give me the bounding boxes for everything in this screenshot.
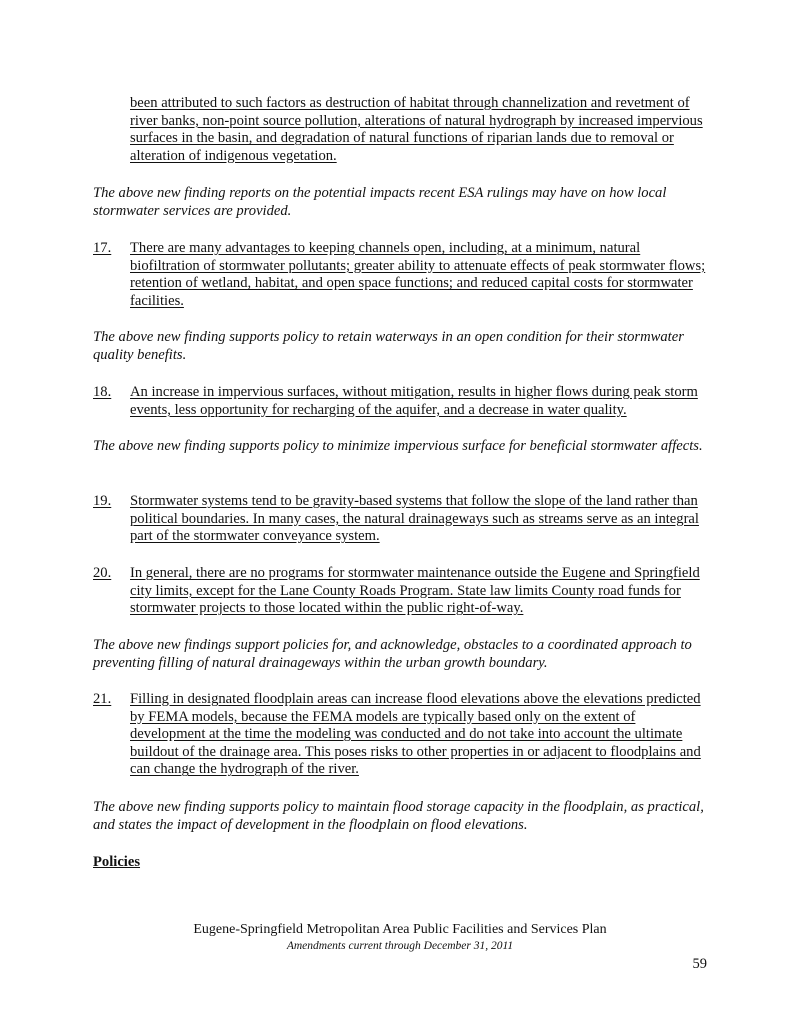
finding-text: In general, there are no programs for stormwater maintenance outside the Eugene and Springfield city limits, except for the Lane County Roads Program. State law limits County road funds for stormwater projects to those located within the public right-of-way. bbox=[130, 565, 700, 617]
finding-number: 18. bbox=[93, 384, 112, 400]
finding-21 bbox=[93, 691, 713, 779]
finding-number: 21. bbox=[93, 691, 112, 707]
finding-text: Filling in designated floodplain areas can increase flood elevations above the elevations predicted by FEMA models, because the FEMA models are typically based only on the extent of development at the time the modeling was conducted and do not take into account the ultimate buildout of the drainage area. This poses risks to other properties in or adjacent to floodplains and can change the hydrograph of the river. bbox=[130, 691, 701, 778]
note-impervious-surface: The above new finding supports policy to minimize impervious surface for beneficial stormwater affects. bbox=[93, 438, 703, 454]
finding-text: Stormwater systems tend to be gravity-based systems that follow the slope of the land rather than political boundaries. In many cases, the natural drainageways such as streams serve as an integral part of the stormwater conveyance system. bbox=[130, 493, 699, 545]
finding-17 bbox=[93, 240, 713, 310]
finding-number: 20. bbox=[93, 565, 112, 581]
section-heading-policies: Policies bbox=[93, 854, 141, 870]
finding-continuation: been attributed to such factors as destruction of habitat through channelization and revetment of river banks, non-point source pollution, alterations of natural hydrograph by increased impervious surfaces in the basin, and degradation of natural functions of riparian lands due to removal or alteration of indigenous vegetation. bbox=[130, 95, 703, 164]
finding-18 bbox=[93, 384, 713, 419]
finding-text: An increase in impervious surfaces, without mitigation, results in higher flows during peak storm events, less opportunity for recharging of the aquifer, and a decrease in water quality. bbox=[130, 384, 698, 418]
finding-19 bbox=[93, 493, 713, 546]
footer-title: Eugene-Springfield Metropolitan Area Public Facilities and Services Plan bbox=[193, 922, 607, 937]
page-number: 59 bbox=[692, 956, 707, 972]
footer-subtitle: Amendments current through December 31, 2011 bbox=[286, 940, 514, 952]
note-open-waterways: The above new finding supports policy to retain waterways in an open condition for their stormwater quality benefits. bbox=[93, 329, 684, 363]
note-esa-impacts: The above new finding reports on the potential impacts recent ESA rulings may have on how local stormwater services are provided. bbox=[93, 185, 667, 219]
finding-number: 19. bbox=[93, 493, 112, 509]
finding-20 bbox=[93, 565, 713, 618]
note-flood-storage: The above new finding supports policy to maintain flood storage capacity in the floodplain, as practical, and states the impact of development in the floodplain on flood elevations. bbox=[93, 799, 704, 833]
finding-text: There are many advantages to keeping channels open, including, at a minimum, natural biofiltration of stormwater pollutants; greater ability to attenuate effects of peak stormwater flows; retention of wetland, habitat, and open space functions; and reduced capital costs for stormwater facilities. bbox=[130, 240, 706, 309]
finding-number: 17. bbox=[93, 240, 112, 256]
note-coordinated-approach: The above new findings support policies for, and acknowledge, obstacles to a coordinated approach to preventing filling of natural drainageways within the urban growth boundary. bbox=[93, 637, 692, 671]
